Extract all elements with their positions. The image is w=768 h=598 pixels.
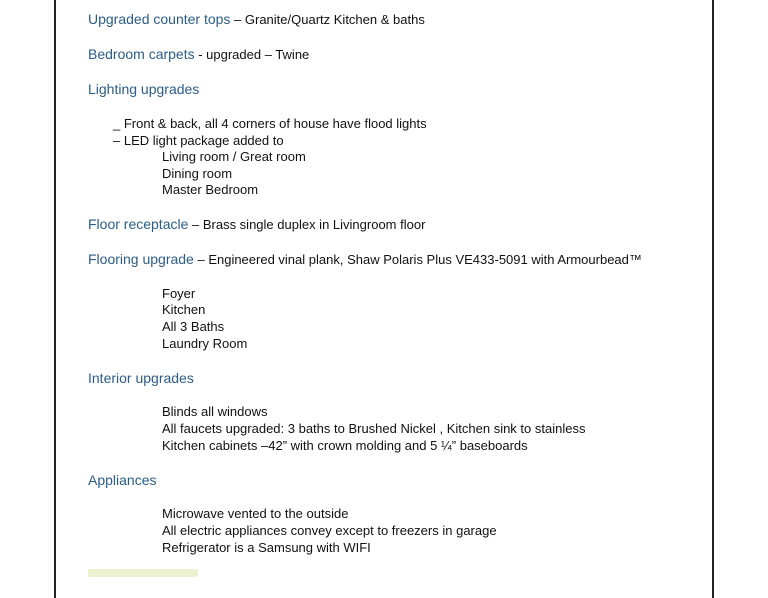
lighting-item: _ Front & back, all 4 corners of house have flood lights — [113, 116, 427, 131]
flooring-heading: Flooring upgrade — [88, 251, 194, 267]
counter-tops-desc: – Granite/Quartz Kitchen & baths — [230, 12, 425, 27]
flooring-item: All 3 Baths — [162, 319, 225, 334]
flooring-item: Foyer — [162, 286, 196, 301]
floor-receptacle-desc: – Brass single duplex in Livingroom floor — [188, 217, 426, 232]
floor-receptacle-row — [88, 216, 425, 233]
counter-tops-row — [88, 11, 425, 28]
appliances-item: Refrigerator is a Samsung with WIFI — [162, 540, 371, 555]
flooring-item: Kitchen — [162, 302, 206, 317]
counter-tops-heading: Upgraded counter tops — [88, 11, 231, 27]
flooring-row — [88, 251, 642, 268]
carpets-row — [88, 46, 309, 63]
flooring-desc: – Engineered vinal plank, Shaw Polaris Plus VE433-5091 with Armourbead™ — [193, 252, 642, 267]
lighting-room-item: Dining room — [162, 166, 233, 181]
carpets-heading: Bedroom carpets — [88, 46, 195, 62]
interior-item: All faucets upgraded: 3 baths to Brushed Nickel , Kitchen sink to stainless — [162, 421, 586, 436]
lighting-item: – LED light package added to — [113, 133, 284, 148]
appliances-item: All electric appliances convey except to freezers in garage — [162, 523, 497, 538]
carpets-desc: - upgraded – Twine — [194, 47, 310, 62]
interior-item: Kitchen cabinets –42” with crown molding and 5 ¼” baseboards — [162, 438, 528, 453]
lighting-room-item: Master Bedroom — [162, 182, 259, 197]
appliances-heading: Appliances — [88, 472, 157, 488]
lighting-heading: Lighting upgrades — [88, 81, 200, 97]
appliances-item: Microwave vented to the outside — [162, 506, 349, 521]
flooring-item: Laundry Room — [162, 336, 248, 351]
interior-item: Blinds all windows — [162, 404, 268, 419]
floor-receptacle-heading: Floor receptacle — [88, 216, 189, 232]
lighting-room-item: Living room / Great room — [162, 149, 306, 164]
interior-heading: Interior upgrades — [88, 370, 194, 386]
